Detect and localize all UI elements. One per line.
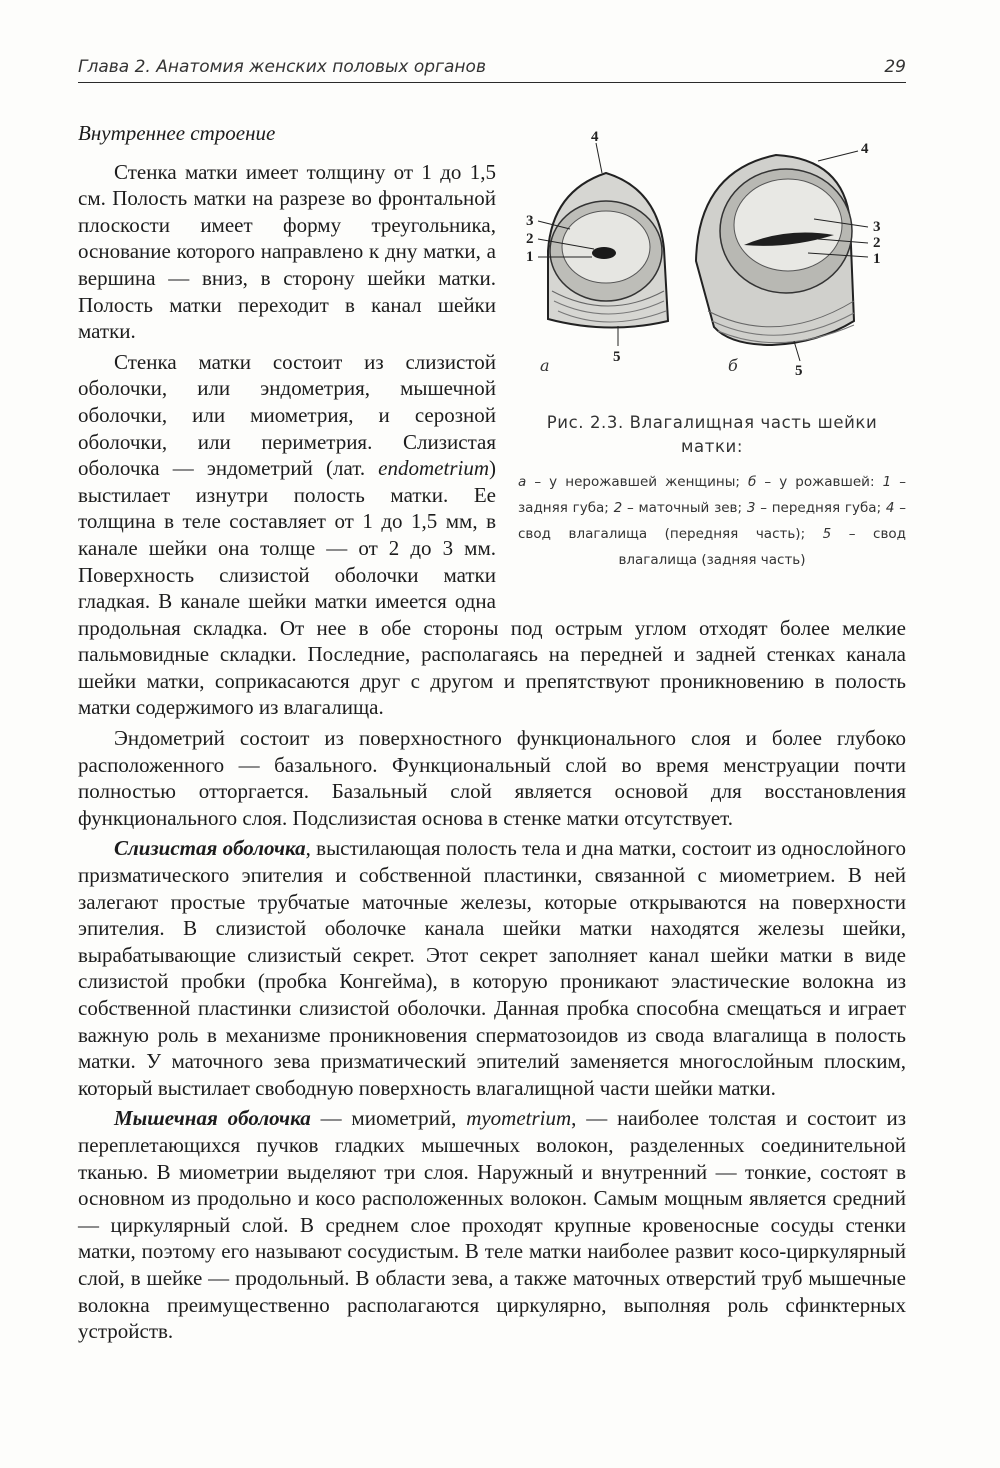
label-a-4: 4 (591, 128, 599, 145)
label-b-1: 1 (873, 250, 881, 267)
paragraph-2: Стенка матки состоит из слизистой оболочки, или эндометрия, мышечной оболочки, или миометрия, и серозной оболочки, или периметрия. Слизистая оболочка — эндометрий (лат. endometrium) выстилает изнутри полость матки. Ее толщина в теле составляет от 1 до 1,5 мм, в канале шейки она толще — от 2 до 3 мм. Поверхность слизистой оболочки матки гладкая. В канале шейки матки имеется одна продольная складка. От нее в обе стороны под острым углом отходят более мелкие пальмовидные складки. Последние, располагаясь на передней и задней стенках канала шейки матки, соприкасаются друг с другом и препятствуют проникновению в полость матки содержимого из влагалища. (78, 349, 906, 720)
drawing-a (538, 143, 668, 346)
figure-caption (518, 411, 906, 573)
page-number: 29 (884, 57, 906, 77)
label-b-2: 2 (873, 234, 881, 251)
label-a-3: 3 (526, 212, 534, 229)
figure-2-3 (518, 121, 906, 609)
label-b-5: 5 (795, 362, 803, 379)
label-a-2: 2 (526, 230, 534, 247)
caption-description: а – у нерожавшей женщины; б – у рожавшей: 1 – задняя губа; 2 – маточный зев; 3 – передняя губа; 4 – свод влагалища (передняя часть); 5 – свод влагалища (задняя часть) (518, 473, 906, 568)
label-a-5: 5 (613, 348, 621, 365)
cervix-illustration (518, 121, 906, 411)
label-a-1: 1 (526, 248, 534, 265)
running-header (78, 53, 906, 83)
paragraph-5: Мышечная оболочка — миометрий, myometrium, — наиболее толстая и состоит из переплетающихся пучков гладких мышечных волокон, разделенных соединительной тканью. В миометрии выделяют три слоя. Наружный и внутренний — тонкие, состоят в основном из продольно и косо расположенных волокон. Самым мощным является средний — циркулярный слой. В среднем слое проходят крупные кровеносные сосуды стенки матки, поэтому его называют сосудистым. В теле матки наиболее развит косо-циркулярный слой, в шейке — продольный. В области зева, а также маточных отверстий труб мышечные волокна преимущественно располагаются циркулярно, выполняя роль сфинктерных устройств. (78, 1106, 906, 1344)
paragraph-1: Стенка матки имеет толщину от 1 до 1,5 см. Полость матки на разрезе во фронтальной плоскости имеет форму треугольника, основание которого направлено к дну матки, а вершина — вниз, в сторону шейки матки. Полость матки переходит в канал шейки матки. (78, 159, 496, 344)
paragraph-3: Эндометрий состоит из поверхностного функционального слоя и более глубоко расположенного — базального. Функциональный слой во время менструации почти полностью отторгается. Базальный слой является основой для восстановления функционального слоя. Подслизистая основа в стенке матки отсутствует. (78, 726, 906, 830)
label-b-3: 3 (873, 218, 881, 235)
main-text (78, 120, 906, 1345)
drawing-b (696, 151, 868, 361)
paragraph-4: Слизистая оболочка, выстилающая полость тела и дна матки, состоит из однослойного призматического эпителия и собственной пластинки, связанной с миометрием. В ней залегают простые трубчатые маточные железы, которые открываются на поверхности эпителия. В слизистой оболочке канала шейки матки находятся железы шейки, вырабатывающие слизистый секрет. Этот секрет заполняет канал шейки матки в виде слизистой пробки (пробка Конгейма), в которую проникают эластические волокна из собственной пластинки слизистой оболочки. Данная пробка способна смещаться и играет важную роль в механизме проникновения сперматозоидов из свода влагалища в полость матки. У маточного зева призматический эпителий заменяется многослойным плоским, который выстилает свободную поверхность влагалищной части шейки матки. (78, 836, 907, 1100)
chapter-title: Глава 2. Анатомия женских половых органов (78, 57, 486, 77)
figure-label-a: а (540, 355, 550, 375)
caption-title: Рис. 2.3. Влагалищная часть шейки матки: (546, 412, 878, 456)
section-subheading: Внутреннее строение (78, 121, 276, 145)
label-b-4: 4 (861, 140, 869, 157)
figure-label-b: б (728, 355, 738, 375)
